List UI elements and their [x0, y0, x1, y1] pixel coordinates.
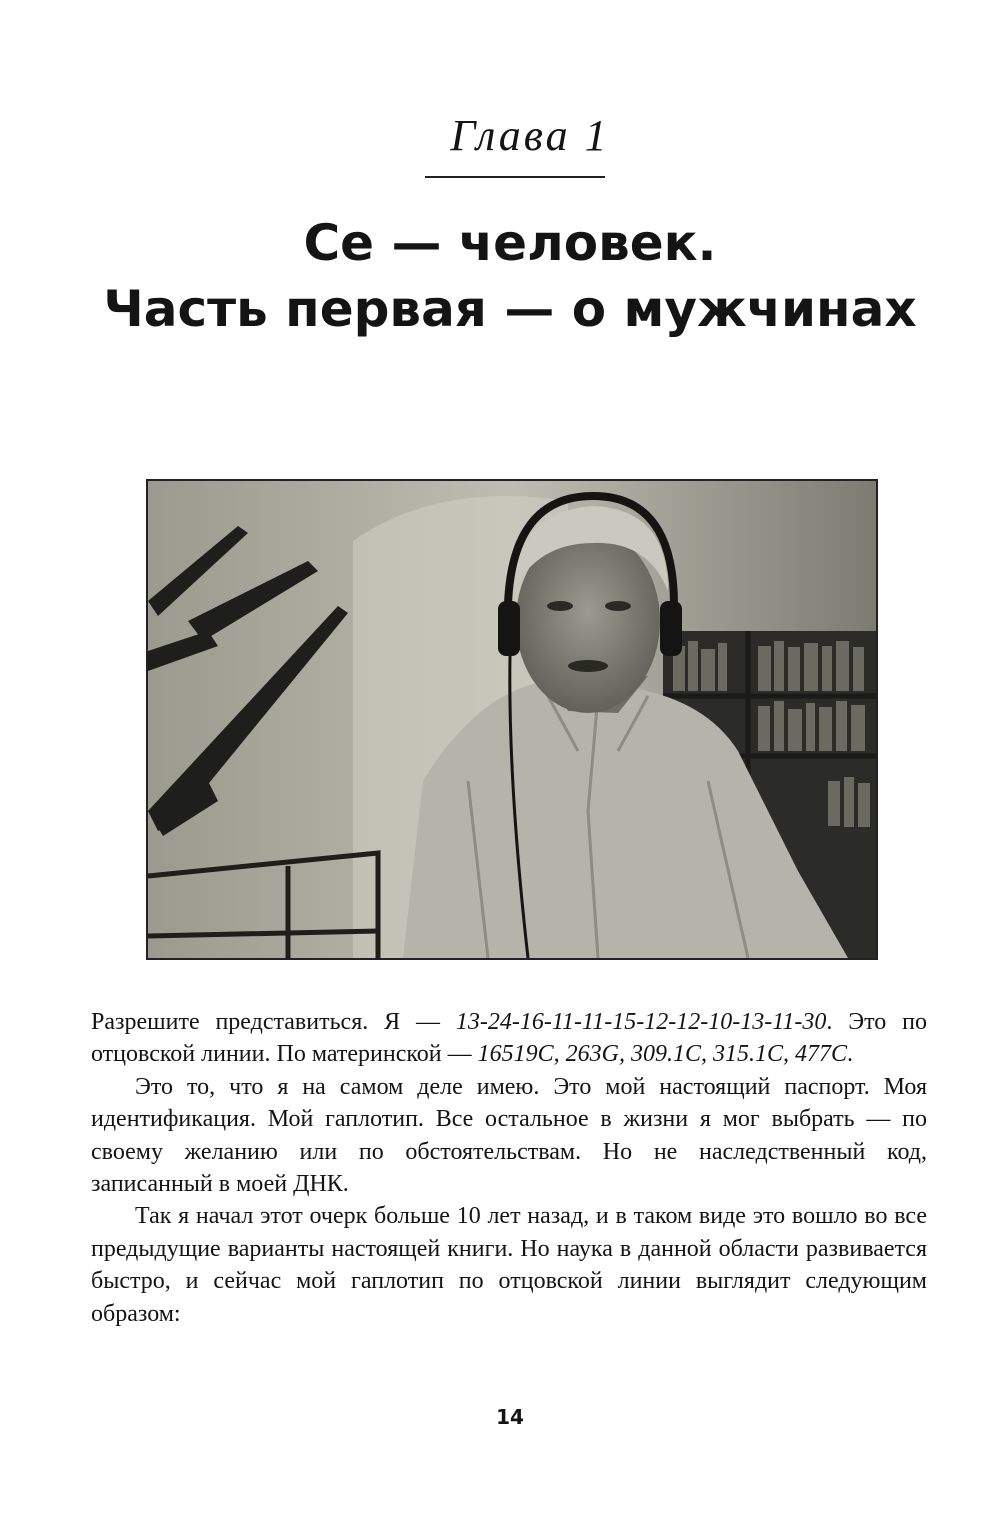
paragraph-3: Так я начал этот очерк больше 10 лет назад, и в таком виде это вошло во все предыдущие варианты настоящей книги. Но наука в данной области развивается быстро, и сейчас мой гаплотип по отцовской линии выглядит следующим образом: [91, 1203, 927, 1327]
paragraph-2: Это то, что я на самом деле имею. Это мой настоящий паспорт. Моя идентификация. Мой гаплотип. Все остальное в жизни я мог выбрать — по своему желанию или по обстоятельствам. Но не наследственный код, записанный в моей ДНК. [91, 1073, 927, 1198]
paternal-haplotype: 13-24-16-11-11-15-12-12-10-13-11-30 [455, 1009, 827, 1035]
paragraph-1-intro: Разрешите представиться. Я — [91, 1009, 456, 1035]
chapter-title-line-2: Часть первая — о мужчинах [103, 280, 917, 338]
maternal-haplotype: 16519C, 263G, 309.1C, 315.1C, 477C [477, 1041, 848, 1068]
paragraph-1 [91, 1006, 927, 1071]
author-photo [146, 479, 878, 960]
chapter-title-line-1: Се — человек. [303, 214, 717, 272]
chapter-divider [425, 176, 605, 178]
body-text [91, 1006, 927, 1330]
page-number: 14 [496, 1405, 524, 1429]
chapter-title [10, 210, 1000, 342]
man-with-headphones-photo-icon [148, 481, 876, 958]
paragraph-1-mid: . Это по отцовской линии. По материнской — [91, 1009, 928, 1068]
paragraph-1-end: . [847, 1041, 854, 1068]
chapter-label: Глава 1 [450, 111, 610, 160]
